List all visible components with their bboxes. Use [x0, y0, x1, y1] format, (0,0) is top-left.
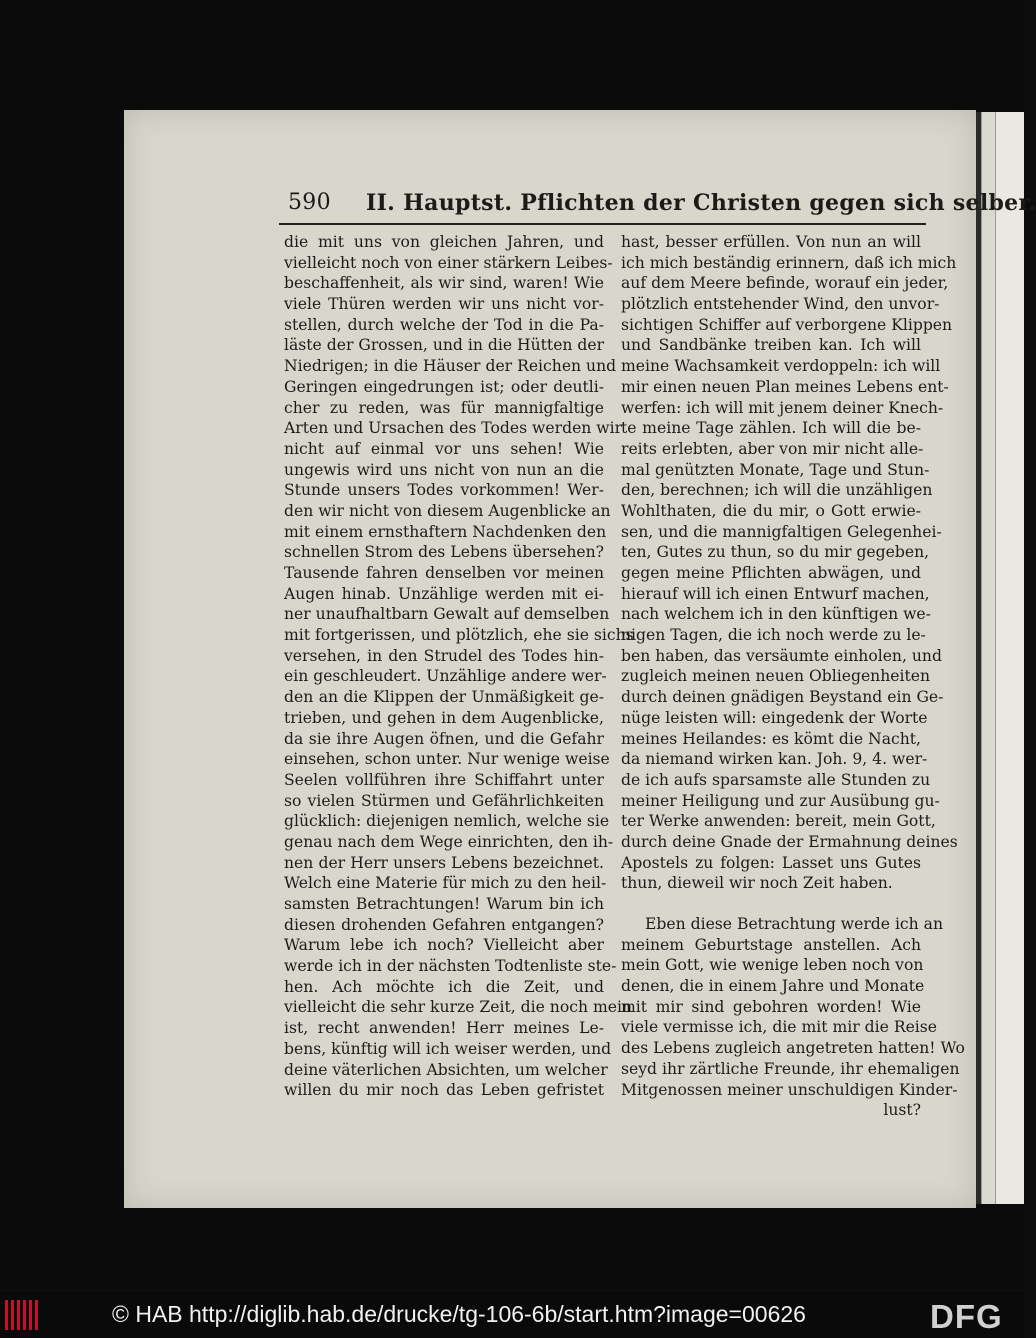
- text-line: mit fortgerissen, und plötzlich, ehe sie sichs: [284, 626, 634, 645]
- text-line: die mit uns von gleichen Jahren, und: [284, 233, 604, 251]
- paragraph-gap: [621, 894, 921, 914]
- text-line: mein Gott, wie wenige leben noch von: [621, 956, 924, 975]
- text-line: da niemand wirken kan. Joh. 9, 4. wer-: [621, 750, 928, 769]
- viewer-footer: [0, 1292, 1024, 1338]
- text-line: mit mir sind gebohren worden! Wie: [621, 997, 921, 1016]
- hab-logo-icon: [5, 1300, 41, 1330]
- dfg-logo: DFG: [930, 1298, 1003, 1335]
- text-line: meine Wachsamkeit verdoppeln: ich will: [621, 357, 941, 376]
- text-line: beschaffenheit, als wir sind, waren! Wie: [284, 274, 604, 293]
- text-line: Mitgenossen meiner unschuldigen Kinder-: [621, 1080, 958, 1099]
- text-line: genau nach dem Wege einrichten, den ih-: [284, 832, 614, 851]
- text-line: willen du mir noch das Leben gefristet: [284, 1081, 604, 1100]
- text-line: ner unaufhaltbarn Gewalt auf demselben: [284, 605, 610, 624]
- text-line: den wir nicht von diesem Augenblicke an: [284, 501, 611, 520]
- text-line: ben haben, das versäumte einholen, und: [621, 646, 942, 665]
- text-line: de ich aufs sparsamste alle Stunden zu: [621, 770, 931, 789]
- text-line: meinem Geburtstage anstellen. Ach: [621, 935, 921, 954]
- right-paragraph-1: [621, 232, 958, 894]
- text-line: einsehen, schon unter. Nur wenige weise: [284, 750, 610, 769]
- header-rule: [279, 223, 926, 225]
- text-line: werde ich in der nächsten Todtenliste ste-: [284, 957, 617, 976]
- text-line: mal genützten Monate, Tage und Stun-: [621, 460, 930, 479]
- text-line: nach welchem ich in den künftigen we-: [621, 605, 931, 624]
- text-line: gegen meine Pflichten abwägen, und: [621, 564, 921, 582]
- right-paragraph-2: [621, 914, 965, 1121]
- text-line: den, berechnen; ich will die unzähligen: [621, 481, 933, 500]
- text-line: Geringen eingedrungen ist; oder deutli-: [284, 377, 604, 396]
- text-line: ein geschleudert. Unzählige andere wer-: [284, 667, 607, 686]
- text-line: ungewis wird uns nicht von nun an die: [284, 460, 604, 479]
- text-line: vielleicht noch von einer stärkern Leibes-: [284, 253, 613, 272]
- text-line: mir einen neuen Plan meines Lebens ent-: [621, 377, 949, 396]
- text-line: schnellen Strom des Lebens übersehen?: [284, 543, 604, 562]
- text-line: auf dem Meere befinde, worauf ein jeder,: [621, 274, 949, 293]
- text-line: nüge leisten will: eingedenk der Worte: [621, 708, 928, 727]
- text-line: sen, und die mannigfaltigen Gelegenhei-: [621, 522, 942, 541]
- text-line: denen, die in einem Jahre und Monate: [621, 977, 925, 996]
- text-line: werfen: ich will mit jenem deiner Knech-: [621, 398, 944, 417]
- text-line: bens, künftig will ich weiser werden, und: [284, 1039, 612, 1058]
- text-line: diesen drohenden Gefahren entgangen?: [284, 915, 604, 934]
- text-line: viele Thüren werden wir uns nicht vor-: [284, 295, 604, 314]
- text-line: cher zu reden, was für mannigfaltige: [284, 398, 604, 417]
- right-text-column: [621, 232, 965, 1121]
- text-line: Welch eine Materie für mich zu den heil-: [284, 874, 607, 893]
- footer-credit: © HAB http://diglib.hab.de/drucke/tg-106-6b/start.htm?image=00626: [112, 1301, 806, 1327]
- text-line: reits erlebten, aber von mir nicht alle-: [621, 439, 924, 458]
- page-number: 590: [288, 190, 331, 215]
- running-head: II. Hauptst. Pflichten der Christen gegen sich selber.: [366, 190, 1036, 216]
- text-line: Warum lebe ich noch? Vielleicht aber: [284, 936, 604, 955]
- text-line: seyd ihr zärtliche Freunde, ihr ehemaligen: [621, 1059, 960, 1078]
- text-line: so vielen Stürmen und Gefährlichkeiten: [284, 791, 604, 810]
- text-line: versehen, in den Strudel des Todes hin-: [284, 646, 604, 665]
- text-line: vielleicht die sehr kurze Zeit, die noch mein: [284, 998, 632, 1017]
- text-line: glücklich: diejenigen nemlich, welche sie: [284, 812, 610, 831]
- text-line: lust?: [883, 1101, 921, 1120]
- text-line: ter Werke anwenden: bereit, mein Gott,: [621, 812, 936, 831]
- text-line: des Lebens zugleich angetreten hatten! Wo: [621, 1039, 965, 1058]
- text-line: meiner Heiligung und zur Ausübung gu-: [621, 791, 940, 810]
- text-line: Arten und Ursachen des Todes werden wir: [284, 419, 623, 438]
- text-line: durch deine Gnade der Ermahnung deines: [621, 832, 958, 851]
- text-line: Augen hinab. Unzählige werden mit ei-: [284, 584, 604, 603]
- text-line: Wohlthaten, die du mir, o Gott erwie-: [621, 501, 921, 520]
- left-text-column: [284, 232, 634, 1101]
- text-line: Apostels zu folgen: Lasset uns Gutes: [621, 853, 921, 872]
- text-line: ten, Gutes zu thun, so du mir gegeben,: [621, 543, 930, 562]
- text-line: Seelen vollführen ihre Schiffahrt unter: [284, 770, 604, 789]
- text-line: Niedrigen; in die Häuser der Reichen und: [284, 357, 617, 376]
- text-line: viele vermisse ich, die mit mir die Reise: [621, 1018, 938, 1037]
- text-line: ich mich beständig erinnern, daß ich mich: [621, 253, 957, 272]
- text-line: nicht auf einmal vor uns sehen! Wie: [284, 439, 604, 458]
- text-line: meines Heilandes: es kömt die Nacht,: [621, 729, 921, 748]
- text-line: samsten Betrachtungen! Warum bin ich: [284, 895, 604, 913]
- text-line: stellen, durch welche der Tod in die Pa-: [284, 315, 604, 334]
- text-line: Tausende fahren denselben vor meinen: [284, 564, 604, 582]
- text-line: Stunde unsers Todes vorkommen! Wer-: [284, 481, 604, 500]
- text-line: plötzlich entstehender Wind, den unvor-: [621, 295, 940, 314]
- text-line: hast, besser erfüllen. Von nun an will: [621, 233, 921, 251]
- text-line: da sie ihre Augen öfnen, und die Gefahr: [284, 729, 604, 748]
- text-line: durch deinen gnädigen Beystand ein Ge-: [621, 688, 944, 707]
- text-line: zugleich meinen neuen Obliegenheiten: [621, 667, 931, 686]
- text-line: deine väterlichen Absichten, um welcher: [284, 1060, 608, 1079]
- text-line: den an die Klippen der Unmäßigkeit ge-: [284, 688, 604, 707]
- text-line: hen. Ach möchte ich die Zeit, und: [284, 977, 604, 996]
- book-page: [124, 110, 1036, 1208]
- text-line: ist, recht anwenden! Herr meines Le-: [284, 1019, 604, 1038]
- text-line: Eben diese Betrachtung werde ich an: [645, 915, 944, 933]
- text-line: läste der Grossen, und in die Hütten der: [284, 336, 605, 355]
- page-header: [284, 186, 1036, 224]
- text-line: te meine Tage zählen. Ich will die be-: [621, 419, 921, 438]
- text-line: nigen Tagen, die ich noch werde zu le-: [621, 626, 926, 645]
- text-line: trieben, und gehen in dem Augenblicke,: [284, 708, 604, 727]
- text-line: sichtigen Schiffer auf verborgene Klippen: [621, 315, 953, 334]
- next-page-edge: [975, 112, 1024, 1204]
- text-line: und Sandbänke treiben kan. Ich will: [621, 336, 921, 355]
- text-line: thun, dieweil wir noch Zeit haben.: [621, 874, 893, 893]
- text-line: hierauf will ich einen Entwurf machen,: [621, 584, 930, 603]
- text-line: mit einem ernsthaftern Nachdenken den: [284, 522, 607, 541]
- text-line: nen der Herr unsers Lebens bezeichnet.: [284, 853, 604, 872]
